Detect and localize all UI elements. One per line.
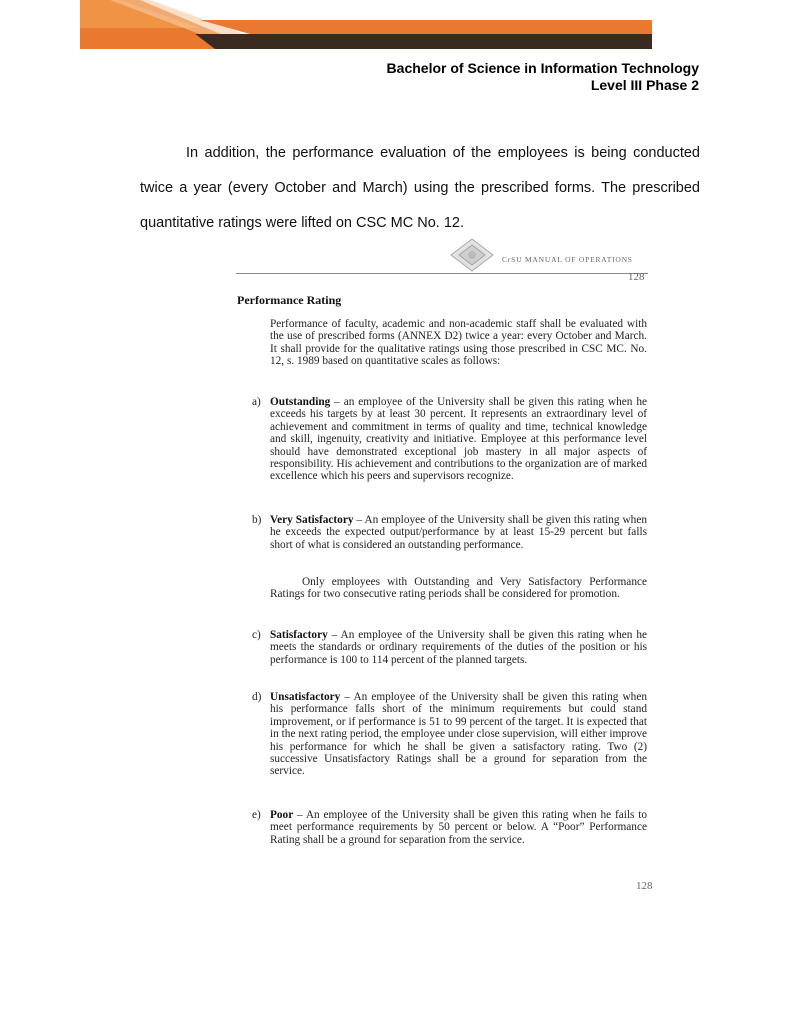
rating-item-unsatisfactory: [252, 691, 647, 778]
manual-running-head: CrSU MANUAL OF OPERATIONS: [502, 255, 633, 264]
item-marker: a): [252, 396, 261, 408]
rating-item-outstanding: [252, 396, 647, 483]
lead-paragraph: [270, 318, 647, 368]
rating-item-very-satisfactory: [252, 514, 647, 551]
promotion-note-text: Only employees with Outstanding and Very Satisfactory Performance Ratings for two consecutive rating periods shall be considered for promotion.: [270, 576, 647, 601]
item-text: – An employee of the University shall be given this rating when his performance falls short of the minimum requirements but could stand improvement, or if performance is 51 to 99 percent of the target. It is expected that in the next rating period, the employee under close supervision, will either improve his performance for which he shall be given a satisfactory rating. Two (2) successive Unsatisfactory Ratings shall be a ground for separation from the service.: [270, 691, 647, 778]
intro-paragraph: [140, 136, 700, 241]
level-phase: Level III Phase 2: [590, 77, 699, 93]
item-term: Very Satisfactory: [270, 514, 354, 526]
document-header: [387, 60, 699, 94]
university-seal-icon: [450, 238, 494, 272]
section-title: Performance Rating: [237, 293, 342, 307]
page-number-top: 128: [628, 271, 645, 283]
item-marker: c): [252, 629, 261, 641]
item-marker: b): [252, 514, 262, 526]
item-text: – an employee of the University shall be given this rating when he exceeds his targets by at least 30 percent. It represents an extraordinary level of achievement and commitment in terms of quality and time, technical knowledge and skill, ingenuity, creativity and initiative. Employee at this performance level should have demonstrated exceptional job mastery in all major aspects of responsibility. His achievement and contributions to the organization are of marked excellence which his peers and supervisors recognize.: [270, 396, 647, 483]
item-text: – An employee of the University shall be given this rating when he fails to meet performance requirements by 50 percent or below. A “Poor” Performance Rating shall be a ground for separation from the service.: [270, 809, 647, 846]
item-term: Unsatisfactory: [270, 691, 341, 703]
intro-text: In addition, the performance evaluation of the employees is being conducted twice a year (every October and March) using the prescribed forms. The prescribed quantitative ratings were lifted on CSC MC No. 12.: [140, 145, 700, 231]
page-number-bottom: 128: [636, 880, 653, 892]
rating-item-satisfactory: [252, 629, 647, 666]
program-title: Bachelor of Science in Information Technology: [386, 60, 699, 76]
header-rule: [236, 273, 648, 274]
item-term: Poor: [270, 809, 294, 821]
item-term: Satisfactory: [270, 629, 328, 641]
item-marker: e): [252, 809, 261, 821]
item-text: – An employee of the University shall be given this rating when he meets the standards or ordinary requirements of the duties of the position or his performance is 100 to 114 percent of the planned targets.: [270, 629, 647, 666]
item-text: – An employee of the University shall be given this rating when he exceeds the expected output/performance by at least 15-29 percent but falls short of what is considered an outstanding performance.: [270, 514, 647, 551]
lead-text: Performance of faculty, academic and non-academic staff shall be evaluated with the use of prescribed forms (ANNEX D2) twice a year: every October and March. It shall provide for the qualitative ratings using those prescribed in CSC MC. No. 12, s. 1989 based on quantitative scales as follows:: [270, 318, 647, 368]
item-term: Outstanding: [270, 396, 331, 408]
header-banner: [80, 0, 652, 52]
promotion-note: [270, 576, 647, 601]
rating-item-poor: [252, 809, 647, 846]
item-marker: d): [252, 691, 262, 703]
